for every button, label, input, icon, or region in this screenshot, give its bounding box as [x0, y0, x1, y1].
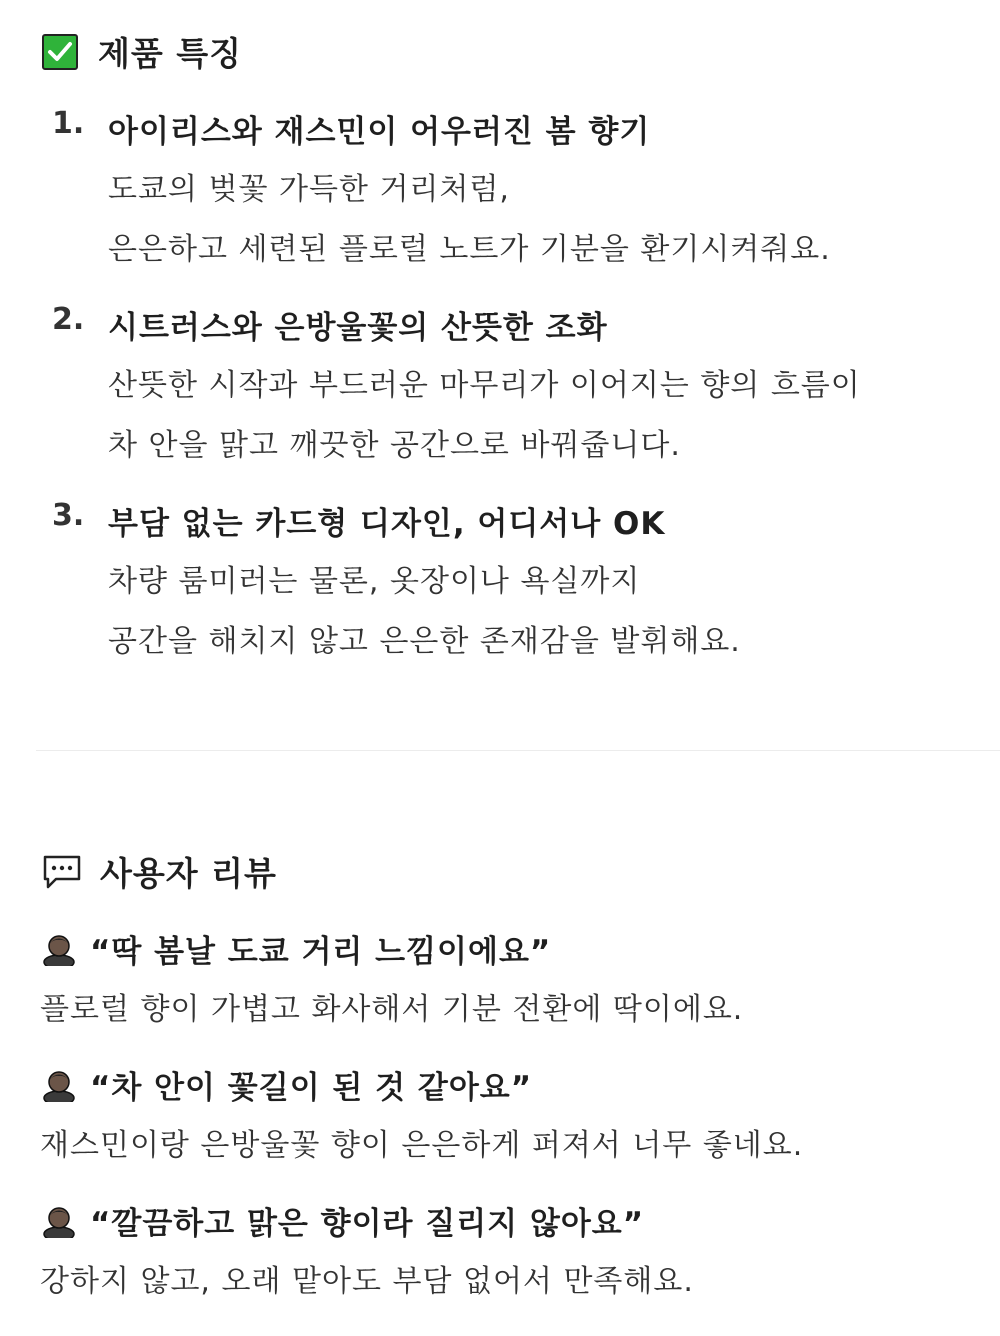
review-header: [42, 1198, 644, 1243]
feature-description-line: 은은하고 세련된 플로럴 노트가 기분을 환기시켜줘요.: [108, 232, 831, 267]
feature-description-line: 차 안을 맑고 깨끗한 공간으로 바꿔줍니다.: [108, 428, 681, 463]
feature-number: 3.: [52, 498, 85, 533]
feature-title: 시트러스와 은방울꽃의 산뜻한 조화: [108, 310, 608, 346]
review-header: [42, 1062, 532, 1107]
person-icon: [42, 1204, 76, 1238]
feature-description-line: 차량 룸미러는 물론, 옷장이나 욕실까지: [108, 564, 641, 599]
speech-bubble-icon: [42, 854, 82, 890]
features-title-text: 제품 특징: [98, 34, 243, 73]
reviews-title-text: 사용자 리뷰: [100, 854, 277, 893]
review-quote: “차 안이 꽃길이 된 것 같아요”: [90, 1070, 533, 1106]
feature-description-line: 산뜻한 시작과 부드러운 마무리가 이어지는 향의 흐름이: [108, 368, 861, 403]
feature-title: 아이리스와 재스민이 어우러진 봄 향기: [108, 114, 651, 150]
feature-number: 1.: [52, 106, 85, 141]
check-mark-icon: [42, 34, 78, 70]
review-quote: “딱 봄날 도쿄 거리 느낌이에요”: [90, 934, 552, 970]
features-section-title: [42, 28, 242, 75]
section-divider: [36, 750, 1000, 751]
review-body: 플로럴 향이 가볍고 화사해서 기분 전환에 딱이에요.: [40, 992, 744, 1027]
person-icon: [42, 932, 76, 966]
review-body: 재스민이랑 은방울꽃 향이 은은하게 퍼져서 너무 좋네요.: [40, 1128, 804, 1163]
feature-title: 부담 없는 카드형 디자인, 어디서나 OK: [108, 506, 666, 542]
review-body: 강하지 않고, 오래 맡아도 부담 없어서 만족해요.: [40, 1264, 694, 1299]
review-quote: “깔끔하고 맑은 향이라 질리지 않아요”: [90, 1206, 645, 1242]
feature-description-line: 도쿄의 벚꽃 가득한 거리처럼,: [108, 172, 510, 207]
reviews-section-title: [42, 848, 277, 895]
feature-number: 2.: [52, 302, 85, 337]
feature-description-line: 공간을 해치지 않고 은은한 존재감을 발휘해요.: [108, 624, 741, 659]
person-icon: [42, 1068, 76, 1102]
review-header: [42, 926, 551, 971]
